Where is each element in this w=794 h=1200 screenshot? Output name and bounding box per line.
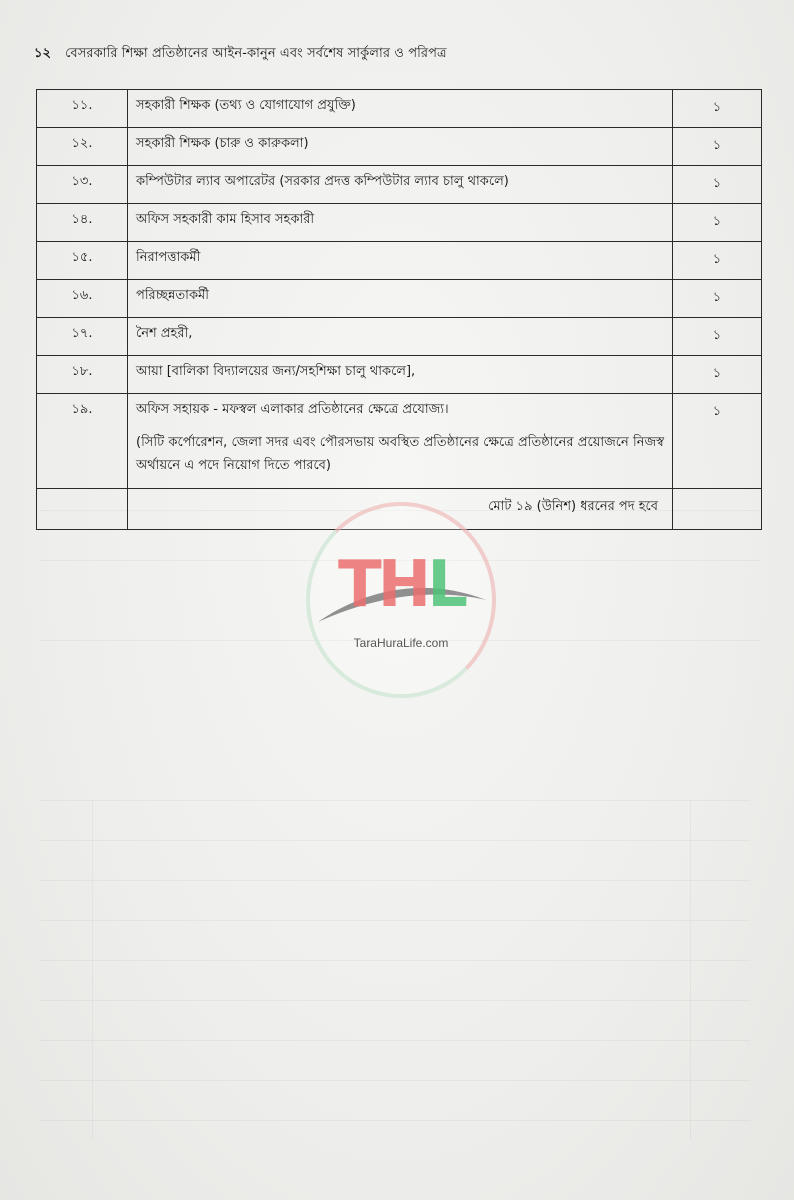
row-count: ১ xyxy=(673,394,762,489)
bleed-line xyxy=(92,800,93,1140)
empty-cell xyxy=(37,489,128,530)
running-header xyxy=(34,44,447,65)
row-text: আয়া [বালিকা বিদ্যালয়ের জন্য/সহশিক্ষা চালু থাকলে], xyxy=(128,356,673,394)
table-row xyxy=(37,90,762,128)
row-title: অফিস সহায়ক - মফস্বল এলাকার প্রতিষ্ঠানের ক্ষেত্রে প্রযোজ্য। xyxy=(136,402,449,417)
row-text: নৈশ প্রহরী, xyxy=(128,318,673,356)
table-row xyxy=(37,356,762,394)
row-count: ১ xyxy=(673,128,762,166)
bleed-line xyxy=(690,800,691,1140)
row-number: ১৩. xyxy=(37,166,128,204)
row-count: ১ xyxy=(673,166,762,204)
row-number: ১১. xyxy=(37,90,128,128)
table-row xyxy=(37,204,762,242)
row-number: ১২. xyxy=(37,128,128,166)
table-row xyxy=(37,280,762,318)
row-text: সহকারী শিক্ষক (চারু ও কারুকলা) xyxy=(128,128,673,166)
row-number: ১৯. xyxy=(37,394,128,489)
bleed-line xyxy=(40,840,750,841)
watermark-logo: THL xyxy=(338,548,464,622)
table-row xyxy=(37,318,762,356)
bleed-line xyxy=(40,1000,750,1001)
row-number: ১৮. xyxy=(37,356,128,394)
row-note: (সিটি কর্পোরেশন, জেলা সদর এবং পৌরসভায় অবস্থিত প্রতিষ্ঠানের ক্ষেত্রে প্রতিষ্ঠানের প্রয়োজনে নিজস্ব অর্থায়নে এ পদে নিয়োগ দিতে পারবে) xyxy=(136,435,664,473)
header-title: বেসরকারি শিক্ষা প্রতিষ্ঠানের আইন-কানুন এবং সর্বশেষ সার্কুলার ও পরিপত্র xyxy=(65,46,447,61)
watermark-site: TaraHuraLife.com xyxy=(353,636,449,650)
row-count: ১ xyxy=(673,356,762,394)
row-number: ১৭. xyxy=(37,318,128,356)
posts-table xyxy=(36,89,762,530)
row-count: ১ xyxy=(673,204,762,242)
table-row xyxy=(37,242,762,280)
watermark xyxy=(306,502,496,698)
row-text: কম্পিউটার ল্যাব অপারেটর (সরকার প্রদত্ত কম্পিউটার ল্যাব চালু থাকলে) xyxy=(128,166,673,204)
row-number: ১৪. xyxy=(37,204,128,242)
table-row xyxy=(37,128,762,166)
row-text: সহকারী শিক্ষক (তথ্য ও যোগাযোগ প্রযুক্তি) xyxy=(128,90,673,128)
row-number: ১৫. xyxy=(37,242,128,280)
bleed-line xyxy=(40,880,750,881)
bleed-line xyxy=(40,1040,750,1041)
row-text: অফিস সহকারী কাম হিসাব সহকারী xyxy=(128,204,673,242)
bleed-line xyxy=(40,1120,750,1121)
bleed-line xyxy=(40,920,750,921)
table-row xyxy=(37,394,762,489)
empty-cell xyxy=(673,489,762,530)
row-number: ১৬. xyxy=(37,280,128,318)
row-text xyxy=(128,394,673,489)
bleed-line xyxy=(40,1080,750,1081)
row-count: ১ xyxy=(673,90,762,128)
table-row xyxy=(37,166,762,204)
page-number: ১২ xyxy=(34,46,52,61)
row-count: ১ xyxy=(673,280,762,318)
row-text: নিরাপত্তাকর্মী xyxy=(128,242,673,280)
row-count: ১ xyxy=(673,318,762,356)
bleed-line xyxy=(40,960,750,961)
row-count: ১ xyxy=(673,242,762,280)
row-text: পরিচ্ছন্নতাকর্মী xyxy=(128,280,673,318)
bleed-line xyxy=(40,800,750,801)
total-text: মোট ১৯ (উনিশ) ধরনের পদ হবে xyxy=(128,489,673,530)
